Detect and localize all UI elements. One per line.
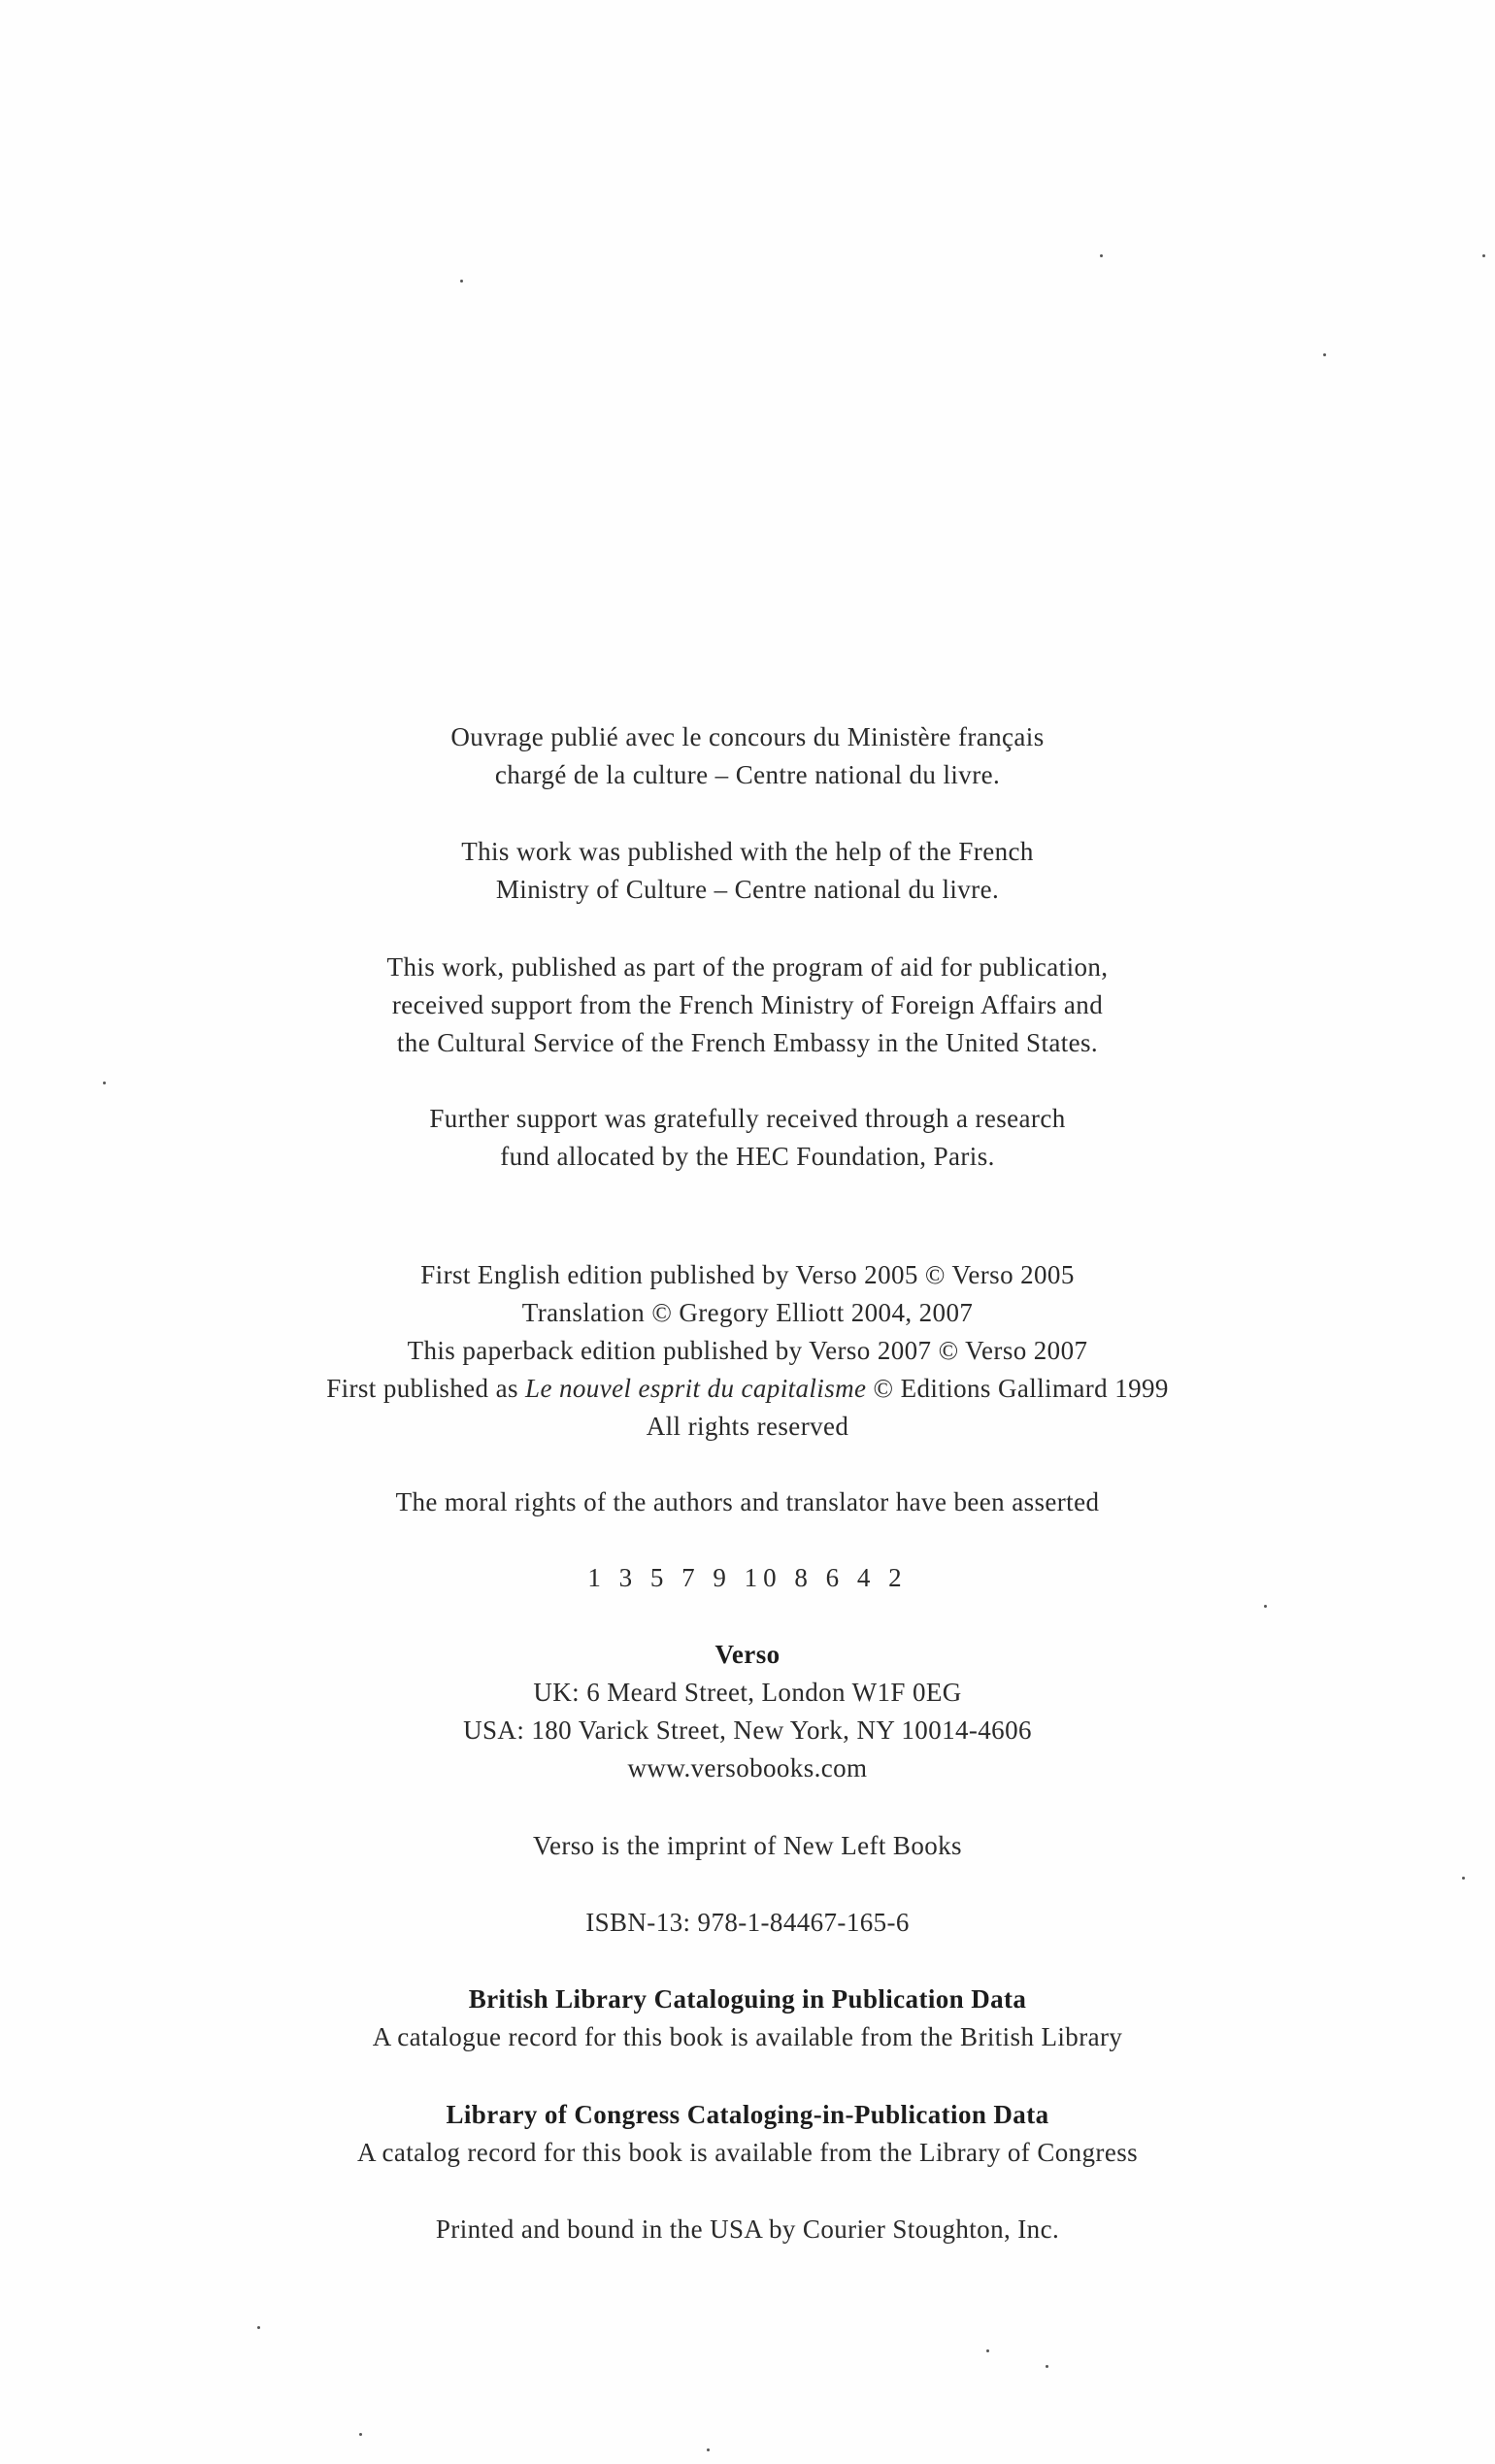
aid-program-notice [0, 949, 1495, 1062]
edition-line: Translation © Gregory Elliott 2004, 2007 [521, 1298, 974, 1327]
notice-line: Ministry of Culture – Centre national du livre. [495, 875, 1000, 904]
french-ministry-notice [0, 718, 1495, 794]
british-library-cip [0, 1981, 1495, 2056]
library-of-congress-heading: Library of Congress Cataloging-in-Publication Data [446, 2100, 1049, 2129]
printing-line [0, 1559, 1495, 1597]
british-library-text: A catalogue record for this book is available from the British Library [372, 2022, 1123, 2051]
original-publication-suffix: © Editions Gallimard 1999 [866, 1374, 1169, 1403]
notice-line: Ouvrage publié avec le concours du Ministère français [450, 722, 1045, 751]
further-support-notice [0, 1100, 1495, 1176]
scan-speck [986, 2349, 989, 2352]
notice-line: fund allocated by the HEC Foundation, Paris. [500, 1142, 995, 1171]
moral-rights-statement [0, 1483, 1495, 1521]
publisher-website: www.versobooks.com [627, 1753, 868, 1782]
scan-speck [103, 1082, 106, 1084]
moral-rights-text: The moral rights of the authors and translator have been asserted [395, 1487, 1100, 1516]
printer-text: Printed and bound in the USA by Courier Stoughton, Inc. [435, 2214, 1060, 2244]
scan-speck [1100, 254, 1103, 257]
original-title: Le nouvel esprit du capitalisme [525, 1374, 867, 1403]
publisher-name: Verso [714, 1640, 781, 1669]
british-library-heading: British Library Cataloguing in Publication Data [468, 1984, 1027, 2014]
publisher-uk-address: UK: 6 Meard Street, London W1F 0EG [533, 1678, 962, 1707]
notice-line: received support from the French Ministry of Foreign Affairs and [391, 990, 1104, 1019]
rights-reserved: All rights reserved [646, 1412, 849, 1441]
scan-speck [1323, 353, 1326, 356]
english-ministry-notice [0, 833, 1495, 909]
library-of-congress-cip [0, 2096, 1495, 2172]
publisher-details [0, 1636, 1495, 1787]
isbn-text: ISBN-13: 978-1-84467-165-6 [585, 1908, 910, 1937]
edition-information [0, 1256, 1495, 1446]
original-publication-line [0, 1370, 1495, 1408]
edition-line: First English edition published by Verso 2005 © Verso 2005 [420, 1260, 1075, 1289]
original-publication-prefix: First published as [326, 1374, 526, 1403]
imprint-text: Verso is the imprint of New Left Books [533, 1831, 962, 1860]
scan-speck [359, 2433, 362, 2436]
notice-line: This work, published as part of the program of aid for publication, [386, 952, 1109, 982]
library-of-congress-text: A catalog record for this book is available from the Library of Congress [356, 2138, 1139, 2167]
scan-speck [460, 280, 463, 283]
scan-speck [257, 2326, 260, 2329]
notice-line: This work was published with the help of the French [461, 837, 1034, 866]
notice-line: Further support was gratefully received through a research [429, 1104, 1066, 1133]
printer-statement [0, 2211, 1495, 2248]
publisher-usa-address: USA: 180 Varick Street, New York, NY 10014-4606 [463, 1715, 1032, 1745]
scan-speck [1482, 254, 1485, 257]
notice-line: chargé de la culture – Centre national du livre. [494, 760, 1001, 789]
notice-line: the Cultural Service of the French Embassy in the United States. [396, 1028, 1099, 1057]
edition-line: This paperback edition published by Verso 2007 © Verso 2007 [407, 1336, 1088, 1365]
isbn-statement [0, 1904, 1495, 1942]
scan-speck [1462, 1877, 1465, 1880]
imprint-statement [0, 1827, 1495, 1865]
scan-speck [1046, 2365, 1048, 2368]
scan-speck [1264, 1605, 1267, 1608]
printing-numbers: 1 3 5 7 9 10 8 6 4 2 [587, 1563, 908, 1592]
scan-speck [707, 2448, 710, 2451]
